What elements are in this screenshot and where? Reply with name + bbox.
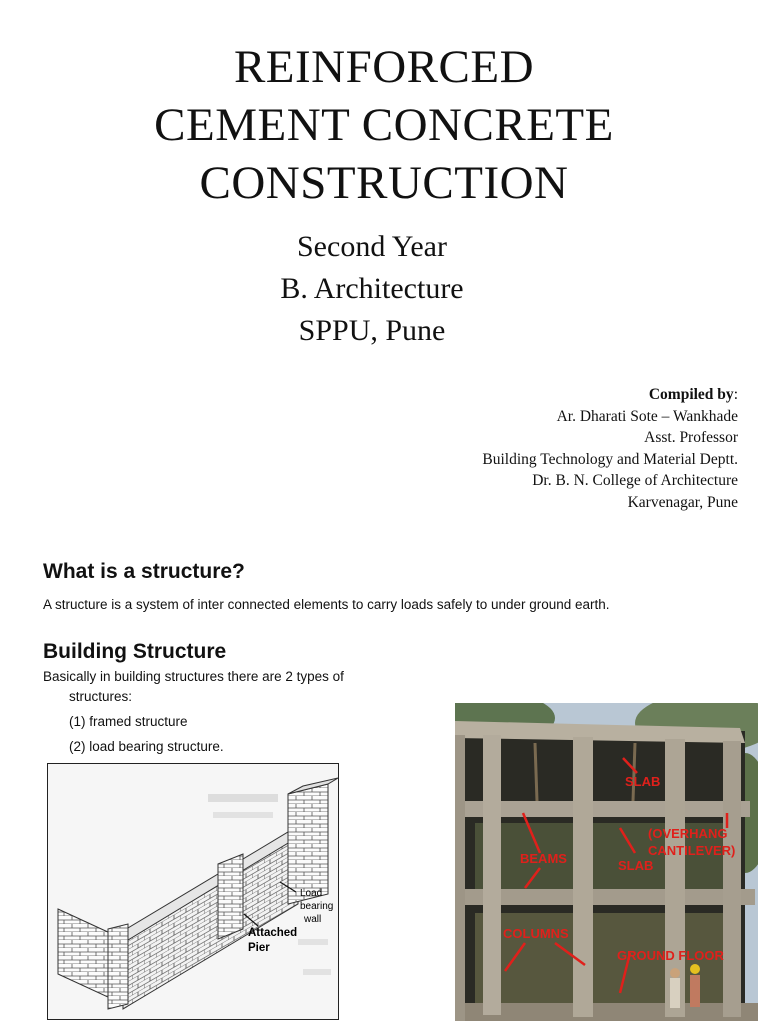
author-name: Ar. Dharati Sote – Wankhade (556, 407, 738, 425)
title-line-1: REINFORCED (233, 41, 535, 93)
pier-label-1: Attached (248, 927, 298, 939)
title-line-3: CONSTRUCTION (199, 157, 569, 209)
wall-label-1: Load (300, 888, 323, 899)
wall-label-3: wall (304, 914, 322, 925)
framed-structure-drawing (455, 703, 758, 1021)
wall-drawing (48, 764, 338, 1019)
author-credits (318, 384, 738, 513)
credits-label-punct: : (733, 386, 738, 403)
slide-subtitle (0, 226, 744, 352)
photo-label-overhang-2: CANTILEVER) (648, 843, 736, 858)
type-framed: (1) framed structure (69, 714, 188, 729)
title-line-2: CEMENT CONCRETE (154, 99, 614, 151)
author-college: Dr. B. N. College of Architecture (532, 472, 738, 489)
type-load-bearing: (2) load bearing structure. (69, 739, 224, 754)
building-structure-heading: Building Structure (43, 640, 227, 663)
photo-label-beams: BEAMS (520, 851, 567, 866)
structure-heading: What is a structure? (43, 560, 245, 583)
slide-title (0, 38, 768, 212)
building-structure-text (43, 667, 423, 757)
subtitle-year: Second Year (297, 230, 447, 263)
photo-label-columns: COLUMNS (503, 926, 569, 941)
framed-structure-photo (455, 703, 758, 1021)
author-designation: Asst. Professor (644, 429, 738, 446)
photo-label-slab-mid: SLAB (618, 858, 654, 873)
wall-label-2: bearing (300, 901, 334, 912)
author-department: Building Technology and Material Deptt. (482, 450, 738, 468)
author-location: Karvenagar, Pune (627, 493, 738, 511)
photo-label-slab-top: SLAB (625, 774, 661, 789)
building-intro-line-2: structures: (69, 689, 133, 704)
load-bearing-wall-figure (47, 763, 339, 1020)
photo-label-overhang-1: (OVERHANG (648, 826, 728, 841)
building-intro-line-1: Basically in building structures there are 2 types of (43, 669, 344, 684)
credits-label-line (318, 384, 738, 406)
pier-label-2: Pier (248, 942, 270, 954)
subtitle-university: SPPU, Pune (298, 314, 446, 347)
subtitle-program: B. Architecture (280, 272, 464, 305)
photo-label-ground-floor: GROUND FLOOR (617, 948, 724, 963)
structure-definition: A structure is a system of inter connected elements to carry loads safely to under ground earth. (43, 597, 610, 612)
credits-label: Compiled by (648, 386, 734, 403)
